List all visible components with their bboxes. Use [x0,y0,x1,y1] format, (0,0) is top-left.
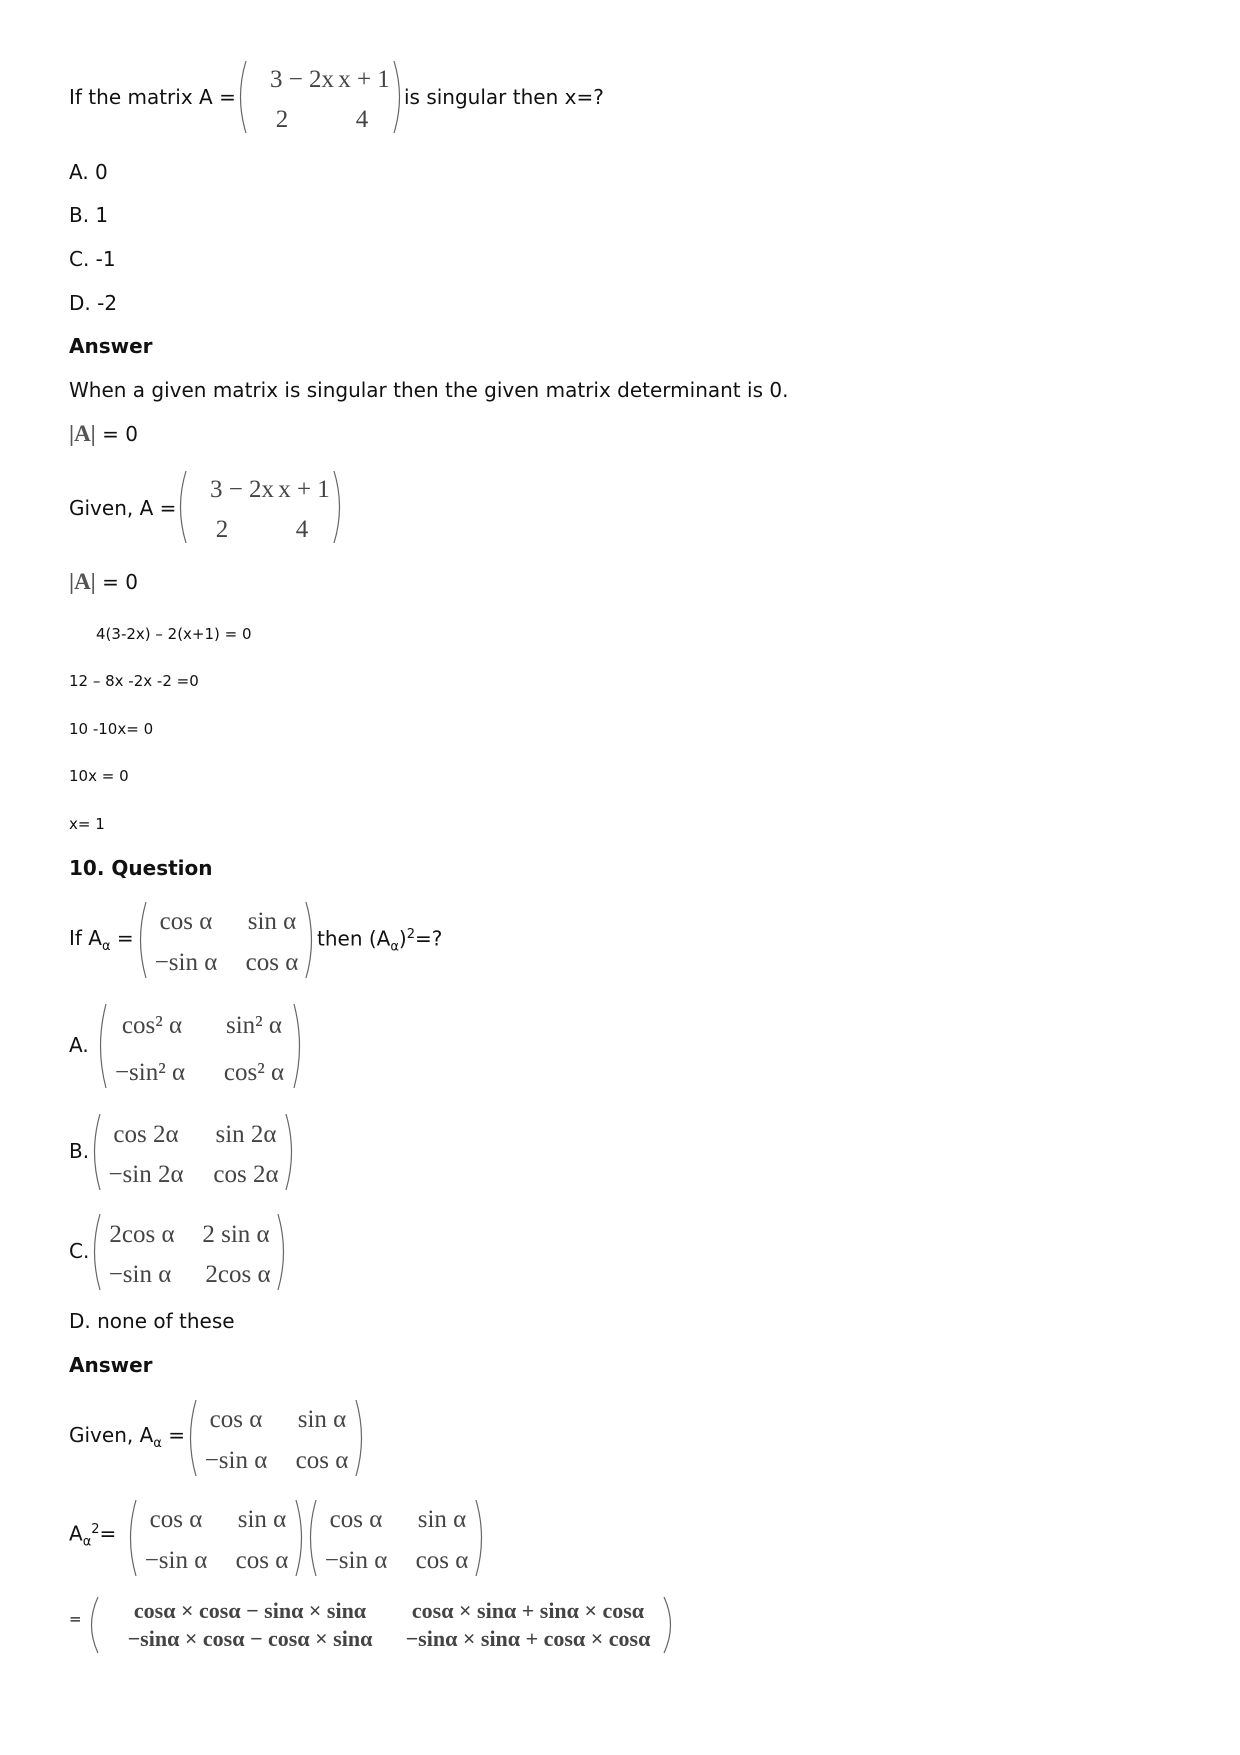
det-symbol: |A| [69,569,96,594]
svg-text:x + 1: x + 1 [278,476,330,503]
q9-m11: 3 − 2x [269,66,335,93]
svg-text:sin² α: sin² α [225,1012,283,1039]
svg-text:4: 4 [295,516,309,543]
svg-text:cos² α: cos² α [121,1012,183,1039]
q9-option-a: A. 0 [69,160,108,184]
q10-option-a-label: A. [69,1033,89,1057]
svg-text:−sin² α: −sin² α [114,1059,186,1086]
q9-stem-prefix: If the matrix A = [69,85,236,109]
q10-option-a-matrix [96,1000,306,1096]
svg-text:cos² α: cos² α [223,1059,285,1086]
q10-square-matrix-2 [306,1496,486,1584]
q9-step-2: 12 – 8x -2x -2 =0 [69,672,199,690]
svg-text:cos α: cos α [415,1547,469,1574]
svg-text:sin α: sin α [237,1506,287,1533]
q10-option-c-label: C. [69,1239,90,1263]
svg-text:cos α: cos α [209,1406,263,1433]
svg-text:2cos α: 2cos α [205,1261,271,1288]
q10-square-matrix-1 [126,1496,306,1584]
q10-matrix [136,898,316,986]
q9-step-4: 10x = 0 [69,767,129,785]
q10-product-eq: = [69,1610,82,1628]
q9-m21: 2 [275,106,289,133]
q9-answer-heading: Answer [69,334,153,358]
q10-product-matrix [86,1594,676,1660]
q10-answer-heading: Answer [69,1353,153,1377]
q10-stem-if: If $A_\alpha$ = [69,926,134,954]
svg-text:cos α: cos α [245,949,299,976]
svg-text:3 − 2x: 3 − 2x [209,476,275,503]
q9-option-b: B. 1 [69,203,109,227]
q10-option-c-matrix [90,1210,290,1298]
q9-step-1: 4(3-2x) – 2(x+1) = 0 [96,625,252,643]
q9-step-3: 10 -10x= 0 [69,720,154,738]
q9-m12: x + 1 [338,66,390,93]
svg-text:2 sin α: 2 sin α [202,1221,270,1248]
svg-text:cos α: cos α [159,908,213,935]
q10-option-b-label: B. [69,1139,90,1163]
svg-text:−sin α: −sin α [154,949,218,976]
q9-matrix [236,57,404,141]
svg-text:cos α: cos α [149,1506,203,1533]
svg-text:cos 2α: cos 2α [113,1121,179,1148]
svg-text:sin α: sin α [247,908,297,935]
q10-given-matrix [186,1396,366,1484]
svg-text:cosα × cosα − sinα × sinα: cosα × cosα − sinα × sinα [133,1598,367,1623]
q10-stem-then: then $(A_\alpha)^2=$? [317,926,443,955]
svg-text:cosα × sinα + sinα × cosα: cosα × sinα + sinα × cosα [411,1598,645,1623]
svg-text:−sinα × sinα + cosα × cosα: −sinα × sinα + cosα × cosα [405,1626,651,1651]
q10-given-prefix: Given, $A_\alpha$ = [69,1423,185,1451]
q9-det-line-1: |A| = 0 [69,421,138,446]
svg-text:−sin α: −sin α [204,1447,268,1474]
det-symbol: |A| [69,421,96,446]
q9-option-d: D. -2 [69,291,118,315]
q9-given-prefix: Given, A = [69,496,177,520]
svg-text:2cos α: 2cos α [109,1221,175,1248]
svg-text:−sin α: −sin α [324,1547,388,1574]
q9-option-c: C. -1 [69,247,116,271]
q10-option-b-matrix [90,1110,298,1198]
svg-text:−sin α: −sin α [144,1547,208,1574]
q9-step-5: x= 1 [69,815,105,833]
svg-text:cos α: cos α [329,1506,383,1533]
svg-text:cos α: cos α [235,1547,289,1574]
svg-text:sin α: sin α [417,1506,467,1533]
svg-text:−sin 2α: −sin 2α [108,1161,184,1188]
q9-given-matrix [176,467,344,551]
svg-text:cos α: cos α [295,1447,349,1474]
svg-text:−sinα × cosα − cosα × sinα: −sinα × cosα − cosα × sinα [127,1626,373,1651]
q9-explanation: When a given matrix is singular then the given matrix determinant is 0. [69,378,789,402]
q9-det-line-2: |A| = 0 [69,569,138,594]
svg-text:cos 2α: cos 2α [213,1161,279,1188]
svg-text:sin α: sin α [297,1406,347,1433]
q9-stem-suffix: is singular then x=? [404,85,604,109]
svg-text:2: 2 [215,516,229,543]
q10-option-d: D. none of these [69,1309,235,1333]
q10-heading: 10. Question [69,856,213,880]
q9-m22: 4 [355,106,369,133]
svg-text:−sin α: −sin α [108,1261,172,1288]
svg-text:sin 2α: sin 2α [215,1121,277,1148]
q10-square-label: $A_\alpha^2=$ [69,1521,117,1550]
